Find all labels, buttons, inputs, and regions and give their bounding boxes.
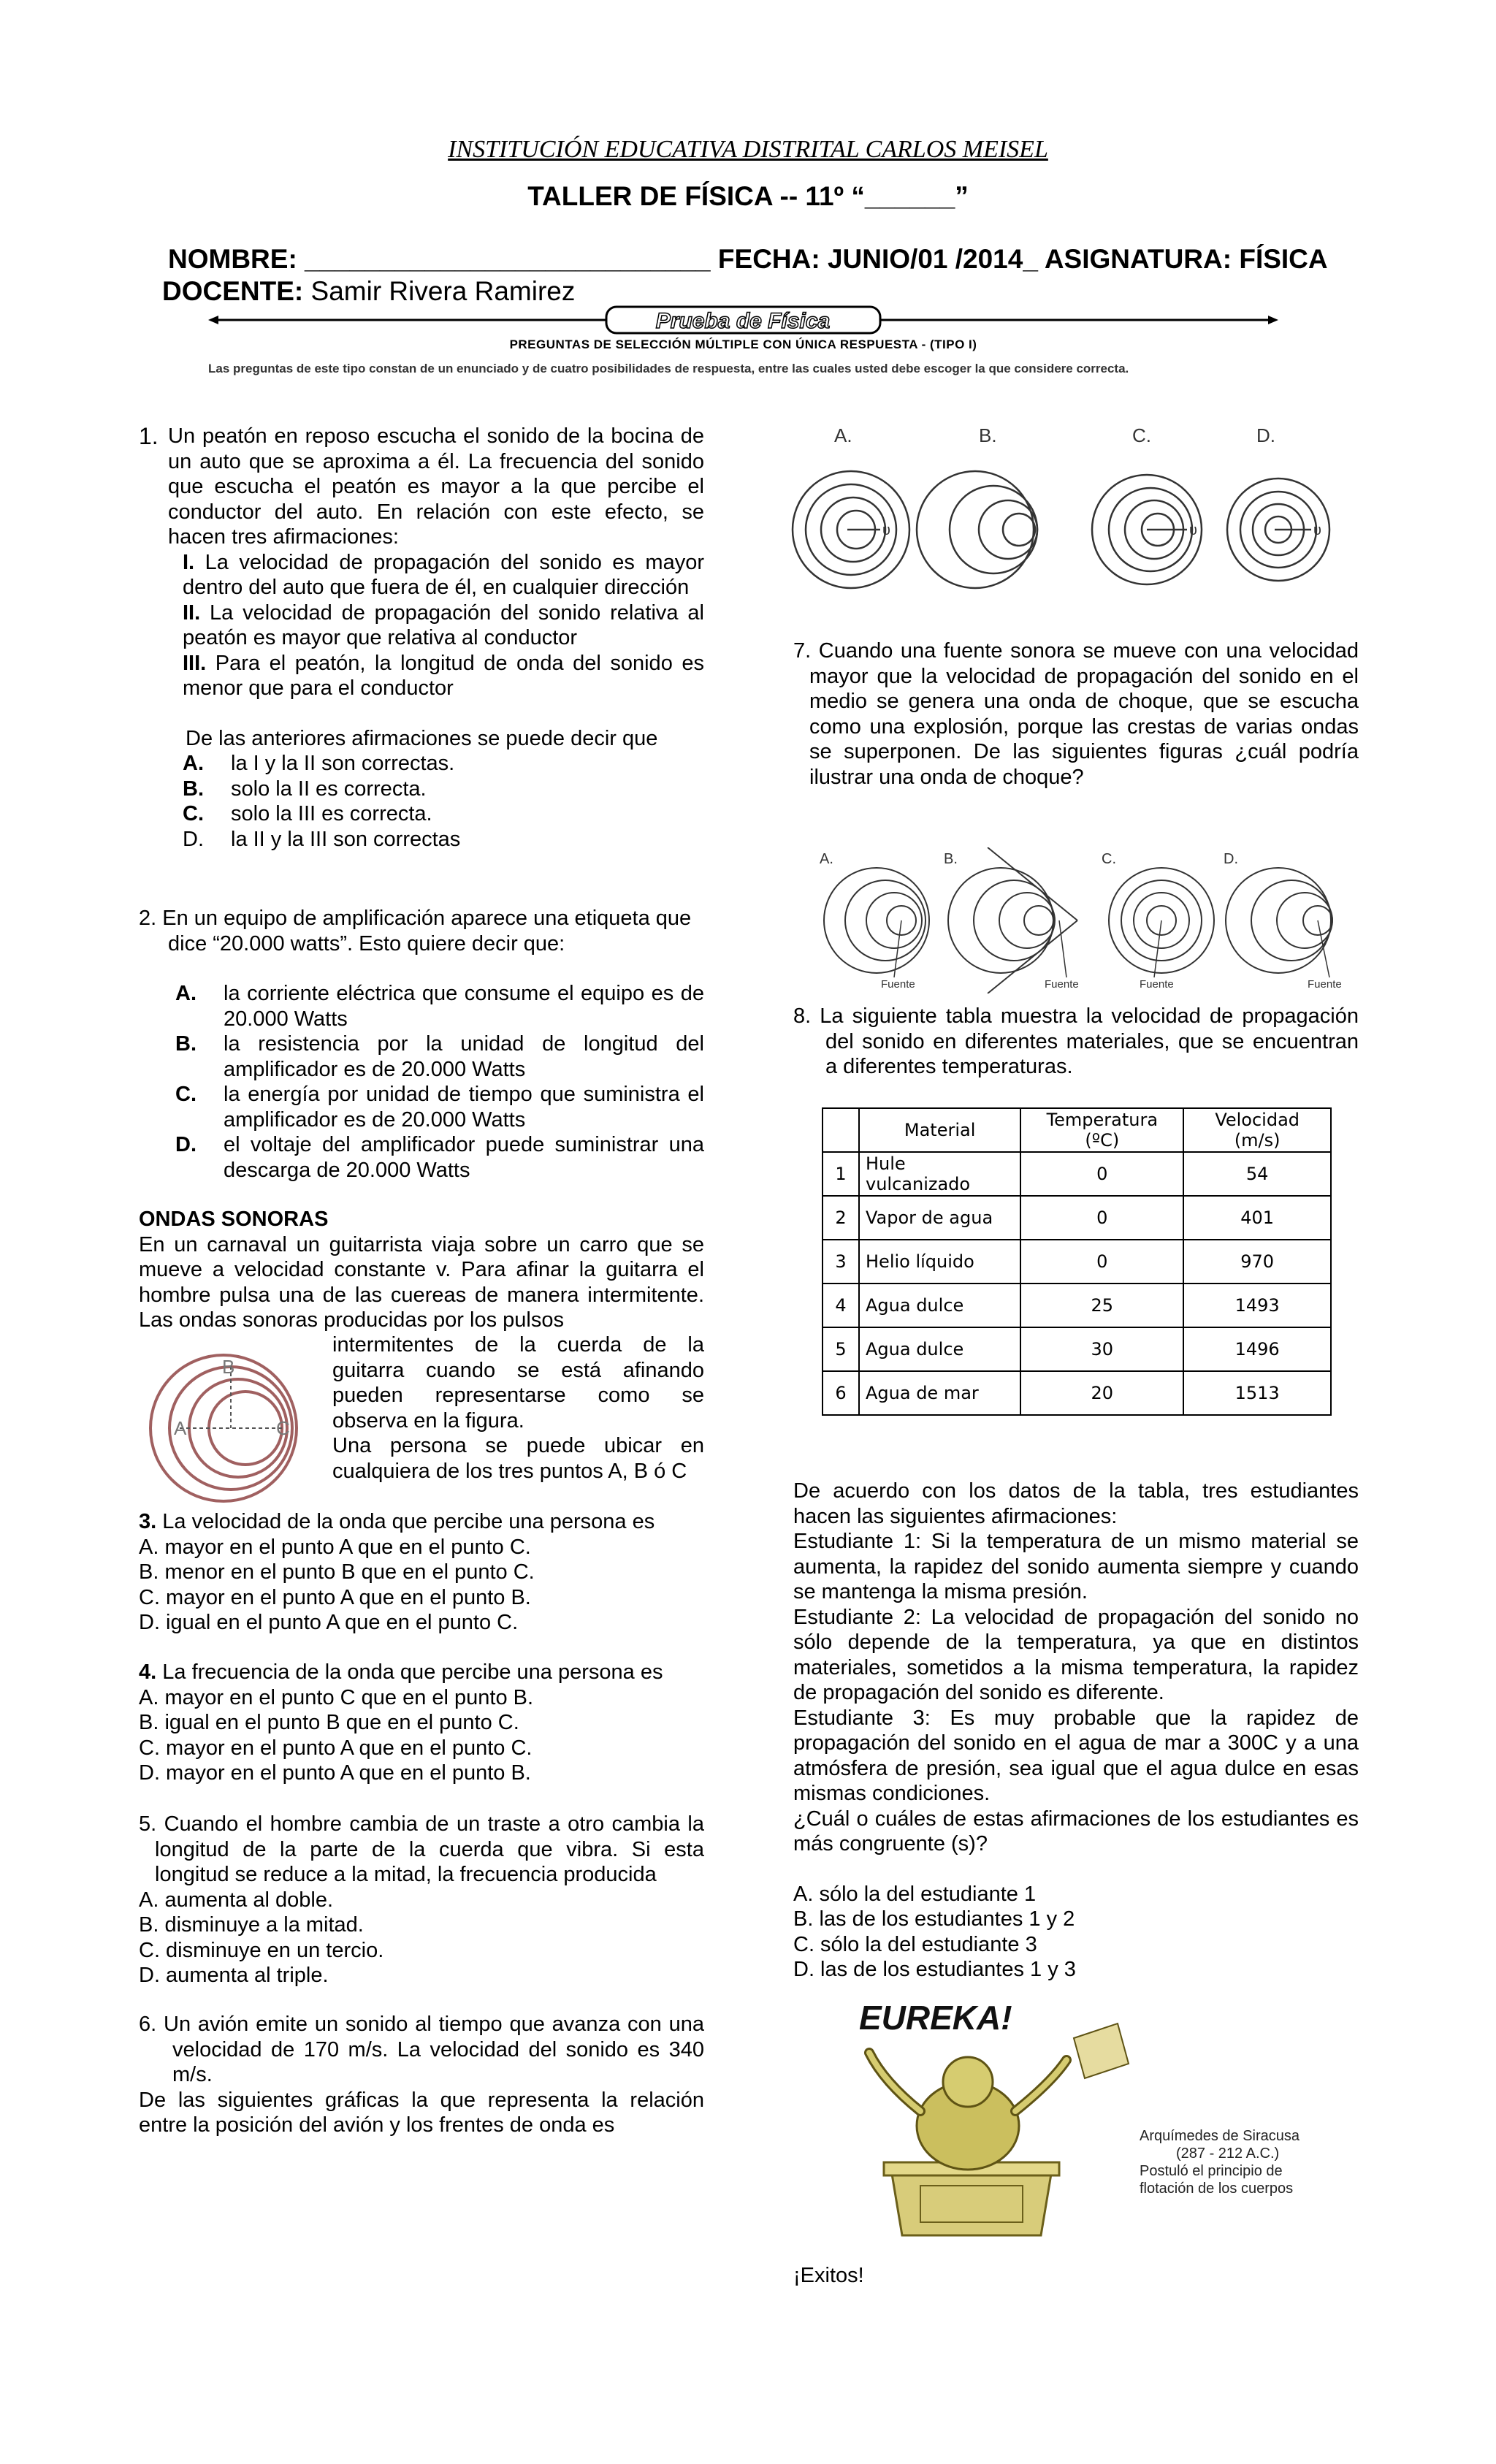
header-material: Material xyxy=(859,1108,1020,1152)
figure-q6 xyxy=(789,420,1344,610)
teacher-line xyxy=(162,276,575,307)
question-lead: De las anteriores afirmaciones se puede decir que xyxy=(186,726,658,750)
teacher-name: Samir Rivera Ramirez xyxy=(310,276,576,306)
fig7-source-d: Fuente xyxy=(1308,978,1342,991)
student-2-statement: Estudiante 2: La velocidad de propagación del sonido no sólo depende de la temperatura, ya que en distintos materiales, sometidos a la misma temperatura, la rapidez de propagación del sonido es diferente. xyxy=(793,1605,1359,1704)
ondas-text-3: Una persona se puede ubicar en cualquiera de los tres puntos A, B ó C xyxy=(332,1434,704,1483)
question-4: 4. La frecuencia de la onda que percibe una persona es A. mayor en el punto C que en el punto B. B. igual en el punto B que en el punto C. C. mayor en el punto A que en el punto C. D. mayor en el punto A que en el punto B. xyxy=(139,1660,704,1786)
option-a[interactable]: A. la I y la II son correctas. xyxy=(183,752,455,775)
option-d[interactable]: D. igual en el punto A que en el punto C. xyxy=(139,1611,519,1634)
question-7: 7. Cuando una fuente sonora se mueve con una velocidad mayor que la velocidad de propagación del sonido en el medio se genera una onda de choque, que se escucha como una explosión, porque las crestas de varias ondas se superponen. De las siguientes figuras ¿cuál podría ilustrar una onda de choque? xyxy=(793,639,1359,789)
question-8-statements xyxy=(793,1479,1359,1983)
sound-speed-table xyxy=(822,1107,1332,1416)
question-stem: 5. Cuando el hombre cambia de un traste a otro cambia la longitud de la parte de la cuerda que vibra. Si esta longitud se reduce a la mitad, la frecuencia producida xyxy=(139,1812,704,1886)
option-d[interactable]: D. aumenta al triple. xyxy=(139,1964,329,1987)
table-header xyxy=(823,1108,1331,1152)
option-c[interactable]: C. disminuye en un tercio. xyxy=(139,1938,384,1962)
section-intro: Las preguntas de este tipo constan de un enunciado y de cuatro posibilidades de respuesta, entre las cuales usted debe escoger la que considere correcta. xyxy=(208,362,1129,375)
caption-line-4: flotación de los cuerpos xyxy=(1140,2181,1294,2197)
question-6 xyxy=(139,2012,704,2138)
table-row: 1 Hule vulcanizado 0 54 xyxy=(823,1152,1331,1196)
question-stem: La velocidad de la onda que percibe una persona es xyxy=(162,1510,655,1533)
option-a[interactable]: A. la corriente eléctrica que consume el equipo es de 20.000 Watts xyxy=(175,982,704,1031)
statement-1: I. La velocidad de propagación del sonido es mayor dentro del auto que fuera de él, en cualquier dirección xyxy=(183,550,704,599)
sound-wave-figure xyxy=(136,1351,311,1505)
fig6-velocity-c: υ xyxy=(1189,522,1197,538)
option-d[interactable]: D. la II y la III son correctas xyxy=(183,827,461,851)
ondas-section xyxy=(139,1207,704,1333)
page-title: TALLER DE FÍSICA -- 11º “______” xyxy=(527,181,969,211)
option-a[interactable]: A. mayor en el punto C que en el punto B. xyxy=(139,1685,534,1709)
figure-q7 xyxy=(818,847,1344,993)
question-stem: Un peatón en reposo escucha el sonido de la bocina de un auto que se aproxima a él. La frecuencia del sonido que escucha el peatón es mayor a la que percibe el conductor del auto. En relación con este efecto, se hacen tres afirmaciones: xyxy=(168,424,704,549)
point-c-label: C xyxy=(276,1417,290,1439)
point-b-label: B xyxy=(222,1356,235,1378)
option-b[interactable]: B. la resistencia por la unidad de longitud del amplificador es de 20.000 Watts xyxy=(175,1032,704,1081)
banner xyxy=(208,305,1278,335)
section-heading: PREGUNTAS DE SELECCIÓN MÚLTIPLE CON ÚNICA RESPUESTA - (TIPO I) xyxy=(509,337,977,351)
institution-name: INSTITUCIÓN EDUCATIVA DISTRITAL CARLOS MEISEL xyxy=(448,136,1048,163)
table-row: 5 Agua dulce 30 1496 xyxy=(823,1327,1331,1371)
question-5 xyxy=(139,1812,704,1988)
fig7-label-d: D. xyxy=(1224,851,1238,867)
caption-name: Arquímedes de Siracusa xyxy=(1140,2128,1300,2144)
fig6-label-d: D. xyxy=(1256,424,1275,446)
fig7-source-c: Fuente xyxy=(1140,978,1174,991)
option-b[interactable]: B. igual en el punto B que en el punto C. xyxy=(139,1711,519,1734)
question-stem: 6. Un avión emite un sonido al tiempo que avanza con una velocidad de 170 m/s. La velocidad del sonido es 340 m/s. xyxy=(139,2013,704,2086)
table-row: 2 Vapor de agua 0 401 xyxy=(823,1196,1331,1240)
header-velocity: Velocidad (m/s) xyxy=(1183,1108,1331,1152)
header-temperature: Temperatura (ºC) xyxy=(1020,1108,1183,1152)
option-a[interactable]: A. sólo la del estudiante 1 xyxy=(793,1882,1037,1906)
option-c[interactable]: C. mayor en el punto A que en el punto C. xyxy=(139,1736,533,1760)
teacher-label: DOCENTE: xyxy=(162,276,304,306)
name-date-line: NOMBRE: ___________________________ FECHA: JUNIO/01 /2014_ ASIGNATURA: FÍSICA xyxy=(168,244,1328,274)
question-stem: 2. En un equipo de amplificación aparece una etiqueta que dice “20.000 watts”. Esto quiere decir que: xyxy=(139,907,692,956)
statement-2: II. La velocidad de propagación del sonido relativa al peatón es mayor que relativa al conductor xyxy=(183,600,704,649)
fig6-label-c: C. xyxy=(1132,424,1151,446)
question-3: 3. La velocidad de la onda que percibe una persona es A. mayor en el punto A que en el punto C. B. menor en el punto B que en el punto C. C. mayor en el punto A que en el punto B. D. igual en el punto A que en el punto C. xyxy=(139,1509,704,1636)
student-1-statement: Estudiante 1: Si la temperatura de un mismo material se aumenta, la rapidez del sonido aumenta siempre y cuando se mantenga la misma presión. xyxy=(793,1530,1359,1603)
option-b[interactable]: B. solo la II es correcta. xyxy=(183,777,427,801)
student-3-statement: Estudiante 3: Es muy probable que la rapidez de propagación del sonido en el agua de mar a 300C y a una atmósfera de presión, sea igual que el agua dulce en esas mismas condiciones. xyxy=(793,1706,1359,1805)
fig7-source-a: Fuente xyxy=(881,978,915,991)
fig7-label-a: A. xyxy=(820,851,833,867)
fig7-label-c: C. xyxy=(1102,851,1116,867)
question-2 xyxy=(139,906,704,1183)
fig6-label-b: B. xyxy=(979,424,997,446)
closing-text: ¡Exitos! xyxy=(793,2264,864,2287)
question-number: 1. xyxy=(139,423,159,449)
fig7-label-b: B. xyxy=(944,851,958,867)
option-d[interactable]: D. las de los estudiantes 1 y 3 xyxy=(793,1958,1076,1981)
eureka-title: EUREKA! xyxy=(859,1999,1012,2037)
option-b[interactable]: B. menor en el punto B que en el punto C. xyxy=(139,1560,535,1584)
table-row: 6 Agua de mar 20 1513 xyxy=(823,1371,1331,1415)
question-1 xyxy=(139,424,704,852)
question-lead: ¿Cuál o cuáles de estas afirmaciones de los estudiantes es más congruente (s)? xyxy=(793,1807,1359,1855)
fig6-velocity-a: υ xyxy=(882,522,890,538)
fig6-velocity-d: υ xyxy=(1313,522,1321,538)
option-c[interactable]: C. solo la III es correcta. xyxy=(183,802,432,825)
option-c[interactable]: C. la energía por unidad de tiempo que suministra el amplificador es de 20.000 Watts xyxy=(175,1083,704,1132)
ondas-text-2: intermitentes de la cuerda de la guitarra cuando se está afinando pueden representarse como se observa en la figura. Una persona se puede ubicar en cualquiera de los tres puntos A, B ó C xyxy=(332,1333,704,1483)
eureka-illustration xyxy=(833,1994,1344,2243)
banner-text: Prueba de Física xyxy=(655,309,831,333)
question-lead: De las siguientes gráficas la que representa la relación entre la posición del avión y los frentes de onda es xyxy=(139,2088,704,2137)
table-row: 3 Helio líquido 0 970 xyxy=(823,1240,1331,1284)
caption-line-3: Postuló el principio de xyxy=(1140,2163,1283,2179)
option-d[interactable]: D. mayor en el punto A que en el punto B. xyxy=(139,1761,531,1785)
caption-dates: (287 - 212 A.C.) xyxy=(1176,2145,1280,2162)
question-8: 8. La siguiente tabla muestra la velocidad de propagación del sonido en diferentes materiales, que se encuentran a diferentes temperaturas. xyxy=(793,1004,1359,1078)
option-b[interactable]: B. disminuye a la mitad. xyxy=(139,1913,364,1937)
option-d[interactable]: D. el voltaje del amplificador puede suministrar una descarga de 20.000 Watts xyxy=(175,1133,704,1182)
option-a[interactable]: A. mayor en el punto A que en el punto C. xyxy=(139,1535,531,1559)
fig7-source-b: Fuente xyxy=(1045,978,1079,991)
ondas-text-1: En un carnaval un guitarrista viaja sobre un carro que se mueve a velocidad constante v. Para afinar la guitarra el hombre pulsa una de las cuereas de manera intermitente. Las ondas sonoras producidas por los pulsos xyxy=(139,1232,704,1332)
fig6-label-a: A. xyxy=(834,424,852,446)
option-c[interactable]: C. sólo la del estudiante 3 xyxy=(793,1932,1037,1956)
section-title: ONDAS SONORAS xyxy=(139,1208,329,1231)
option-b[interactable]: B. las de los estudiantes 1 y 2 xyxy=(793,1907,1075,1931)
statement-3: III. Para el peatón, la longitud de onda del sonido es menor que para el conductor xyxy=(183,651,704,700)
option-c[interactable]: C. mayor en el punto A que en el punto B. xyxy=(139,1585,531,1609)
table-row: 4 Agua dulce 25 1493 xyxy=(823,1284,1331,1327)
statement-intro: De acuerdo con los datos de la tabla, tres estudiantes hacen las siguientes afirmaciones: xyxy=(793,1479,1359,1528)
question-stem: La frecuencia de la onda que percibe una persona es xyxy=(162,1660,663,1684)
option-a[interactable]: A. aumenta al doble. xyxy=(139,1888,334,1912)
point-a-label: A xyxy=(174,1417,187,1439)
